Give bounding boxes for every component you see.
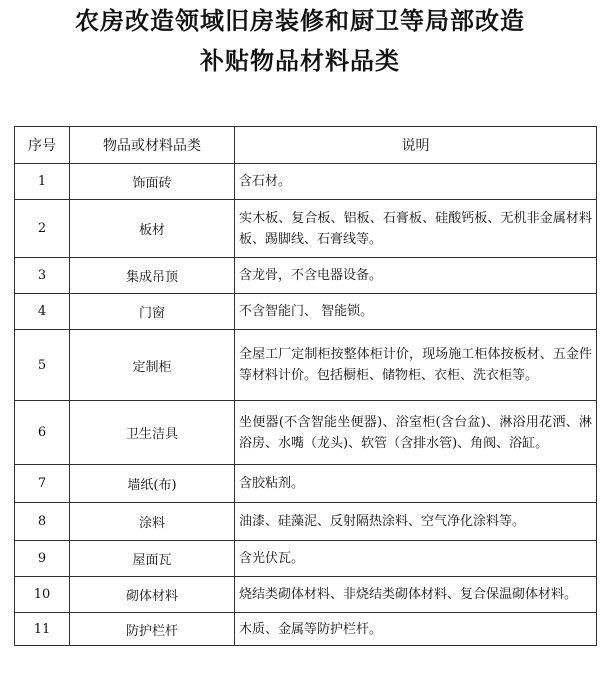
row-item: 定制柜 bbox=[70, 330, 235, 401]
row-no: 2 bbox=[15, 200, 70, 258]
table-row bbox=[15, 294, 597, 330]
row-no: 9 bbox=[15, 541, 70, 577]
row-no: 6 bbox=[15, 401, 70, 465]
materials-table bbox=[14, 126, 597, 646]
table-row bbox=[15, 200, 597, 258]
row-item: 饰面砖 bbox=[70, 164, 235, 200]
document-title-line-2: 补贴物品材料品类 bbox=[200, 47, 400, 75]
row-no: 5 bbox=[15, 330, 70, 401]
row-item: 卫生洁具 bbox=[70, 401, 235, 465]
table-row bbox=[15, 465, 597, 503]
row-item: 屋面瓦 bbox=[70, 541, 235, 577]
header-desc: 说明 bbox=[235, 127, 597, 164]
row-desc: 烧结类砌体材料、非烧结类砌体材料、复合保温砌体材料。 bbox=[235, 577, 597, 613]
row-no: 4 bbox=[15, 294, 70, 330]
table-row bbox=[15, 613, 597, 646]
row-no: 11 bbox=[15, 613, 70, 646]
table-row bbox=[15, 164, 597, 200]
row-item: 集成吊顶 bbox=[70, 258, 235, 294]
table-row bbox=[15, 330, 597, 401]
row-desc: 全屋工厂定制柜按整体柜计价，现场施工柜体按板材、五金件等材料计价。包括橱柜、储物柜、衣柜、洗衣柜等。 bbox=[235, 330, 597, 401]
row-no: 8 bbox=[15, 503, 70, 541]
header-no: 序号 bbox=[15, 127, 70, 164]
row-desc: 坐便器(不含智能坐便器)、浴室柜(含台盆)、淋浴用花洒、淋浴房、水嘴（龙头)、软管（含排水管)、角阀、浴缸。 bbox=[235, 401, 597, 465]
row-no: 1 bbox=[15, 164, 70, 200]
row-item: 涂料 bbox=[70, 503, 235, 541]
row-item: 防护栏杆 bbox=[70, 613, 235, 646]
row-item: 墙纸(布) bbox=[70, 465, 235, 503]
row-desc: 含石材。 bbox=[235, 164, 597, 200]
row-desc: 含光伏瓦。 bbox=[235, 541, 597, 577]
table-row bbox=[15, 541, 597, 577]
row-no: 3 bbox=[15, 258, 70, 294]
row-desc: 实木板、复合板、铝板、石膏板、硅酸钙板、无机非金属材料板、踢脚线、石膏线等。 bbox=[235, 200, 597, 258]
header-item: 物品或材料品类 bbox=[70, 127, 235, 164]
row-desc: 含龙骨，不含电器设备。 bbox=[235, 258, 597, 294]
row-item: 砌体材料 bbox=[70, 577, 235, 613]
row-no: 10 bbox=[15, 577, 70, 613]
row-no: 7 bbox=[15, 465, 70, 503]
row-desc: 不含智能门、 智能锁。 bbox=[235, 294, 597, 330]
document-title-line-1: 农房改造领域旧房装修和厨卫等局部改造 bbox=[75, 7, 525, 35]
row-item: 门窗 bbox=[70, 294, 235, 330]
row-item: 板材 bbox=[70, 200, 235, 258]
table-row bbox=[15, 577, 597, 613]
row-desc: 油漆、硅藻泥、反射隔热涂料、空气净化涂料等。 bbox=[235, 503, 597, 541]
table-row bbox=[15, 258, 597, 294]
table-row bbox=[15, 401, 597, 465]
row-desc: 木质、金属等防护栏杆。 bbox=[235, 613, 597, 646]
row-desc: 含胶粘剂。 bbox=[235, 465, 597, 503]
table-row bbox=[15, 503, 597, 541]
table-header-row bbox=[15, 127, 597, 164]
